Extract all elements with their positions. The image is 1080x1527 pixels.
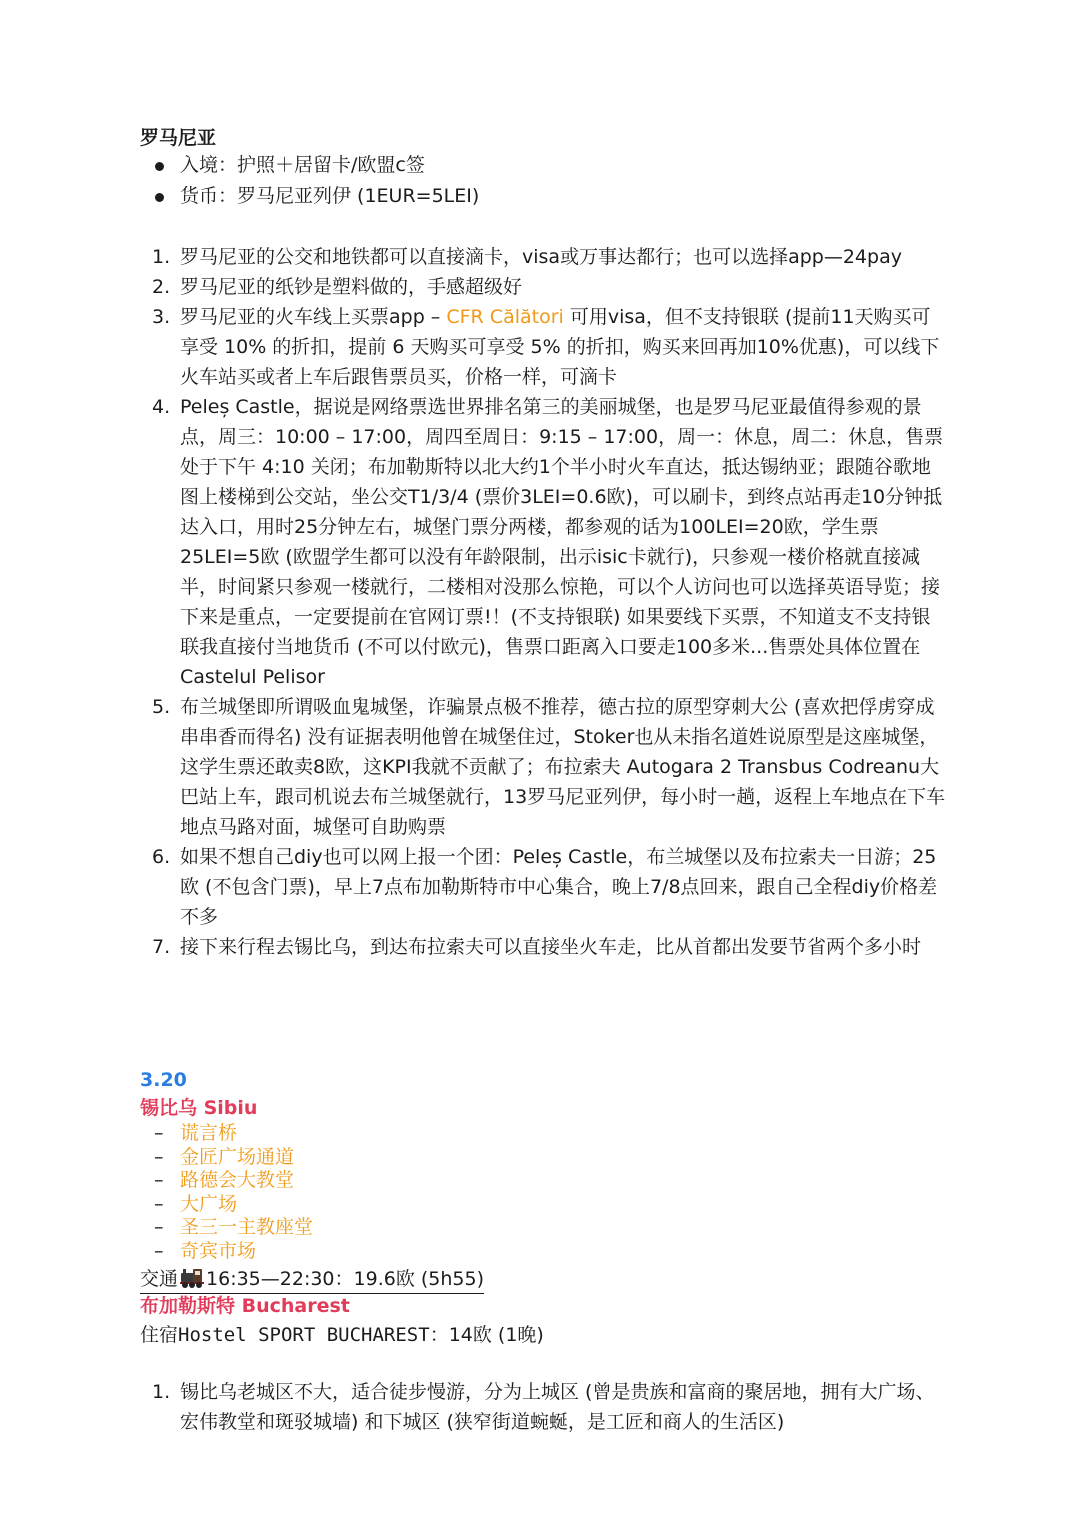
romania-tips-list <box>140 242 948 962</box>
list-item: – 路德会大教堂 <box>154 1169 295 1191</box>
list-item: 3. 罗马尼亚的火车线上买票app – CFR Călători 可用visa，但不支持银联 (提前11天购买可享受 10% 的折扣，提前 6 天购买可享受 5% 的折扣，购买来回再加10%优惠)，可以线下火车站买或者上车后跟售票员买，价格一样，可滴卡 <box>152 306 940 388</box>
sight-link[interactable]: 大广场 <box>180 1192 238 1215</box>
sight-link[interactable]: 奇宾市场 <box>180 1239 257 1262</box>
sights-list <box>140 1122 313 1263</box>
sight-link[interactable]: 路德会大教堂 <box>180 1169 295 1191</box>
list-item: – 谎言桥 <box>154 1122 238 1144</box>
info-bullet-list <box>140 150 940 212</box>
section-title-romania: 罗马尼亚 <box>140 127 217 149</box>
city-title-sibiu: 锡比乌 Sibiu <box>140 1097 258 1119</box>
list-item: 1. 锡比乌老城区不大，适合徒步慢游，分为上城区 (曾是贵族和富商的聚居地，拥有大广场、宏伟教堂和斑驳城墙) 和下城区 (狭窄街道蜿蜒，是工匠和商人的生活区) <box>152 1381 935 1433</box>
list-item: 7. 接下来行程去锡比乌，到达布拉索夫可以直接坐火车走，比从首都出发要节省两个多小时 <box>152 936 922 958</box>
sibiu-notes-list <box>140 1377 948 1437</box>
list-item: 1. 罗马尼亚的公交和地铁都可以直接滴卡，visa或万事达都行；也可以选择app—24pay <box>152 246 902 268</box>
list-item: 5. 布兰城堡即所谓吸血鬼城堡，诈骗景点极不推荐，德古拉的原型穿刺大公 (喜欢把俘虏穿成串串香而得名) 没有证据表明他曾在城堡住过，Stoker也从未指名道姓说原型是这座城堡，这学生票还敢卖8欧，这KPI我就不贡献了；布拉索夫 Autogara 2 Transbus Codreanu大巴站上车，跟司机说去布兰城堡就行，13罗马尼亚列伊，每小时一趟，返程上车地点在下车地点马路对面，城堡可自助购票 <box>152 696 946 838</box>
list-item: 6. 如果不想自己diy也可以网上报一个团：Peleș Castle，布兰城堡以及布拉索夫一日游；25欧 (不包含门票)，早上7点布加勒斯特市中心集合，晚上7/8点回来，跟自己全程diy价格差不多 <box>152 846 938 928</box>
lodging-line: 住宿Hostel SPORT BUCHAREST：14欧 (1晚) <box>140 1324 544 1346</box>
sight-link[interactable]: 谎言桥 <box>180 1122 238 1144</box>
train-icon <box>179 1267 205 1289</box>
list-item: 货币：罗马尼亚列伊 (1EUR=5LEI) <box>140 181 940 212</box>
day-date: 3.20 <box>140 1069 187 1091</box>
list-item: – 圣三一主教座堂 <box>154 1216 314 1238</box>
bullet-dot-icon <box>155 162 164 171</box>
city-title-bucharest: 布加勒斯特 Bucharest <box>140 1295 350 1317</box>
hostel-name: Hostel SPORT BUCHAREST <box>178 1324 430 1346</box>
list-item: – 大广场 <box>154 1192 238 1215</box>
list-item: – 奇宾市场 <box>154 1239 257 1262</box>
list-item: 2. 罗马尼亚的纸钞是塑料做的，手感超级好 <box>152 276 523 298</box>
list-item: 入境：护照＋居留卡/欧盟c签 <box>140 150 940 181</box>
list-item: – 金匠广场通道 <box>154 1145 295 1168</box>
transport-line[interactable]: 交通 16:35—22:30：19.6欧 (5h55) <box>140 1266 484 1294</box>
sight-link[interactable]: 金匠广场通道 <box>180 1145 295 1168</box>
list-item: 4. Peleș Castle，据说是网络票选世界排名第三的美丽城堡，也是罗马尼亚最值得参观的景点，周三：10:00 – 17:00，周四至周日：9:15 – 17:00，周一：休息，周二：休息，售票处于下午 4:10 关闭；布加勒斯特以北大约1个半小时火车直达，抵达锡纳亚；跟随谷歌地图上楼梯到公交站，坐公交T1/3/4 (票价3LEI=0.6欧)，可以刷卡，到终点站再走10分钟抵达入口，用时25分钟左右，城堡门票分两楼，都参观的话为100LEI=20欧，学生票25LEI=5欧 (欧盟学生都可以没有年龄限制，出示isic卡就行)，只参观一楼价格就直接减半，时间紧只参观一楼就行，二楼相对没那么惊艳，可以个人访问也可以选择英语导览；接下来是重点，一定要提前在官网订票!！(不支持银联) 如果要线下买票，不知道支不支持银联我直接付当地货币 (不可以付欧元)，售票口距离入口要走100多米...售票处具体位置在Castelul Pelisor <box>152 396 944 688</box>
sight-link[interactable]: 圣三一主教座堂 <box>180 1216 314 1238</box>
bullet-dot-icon <box>155 193 164 202</box>
cfr-calatori-link[interactable]: CFR Călători <box>446 306 564 328</box>
